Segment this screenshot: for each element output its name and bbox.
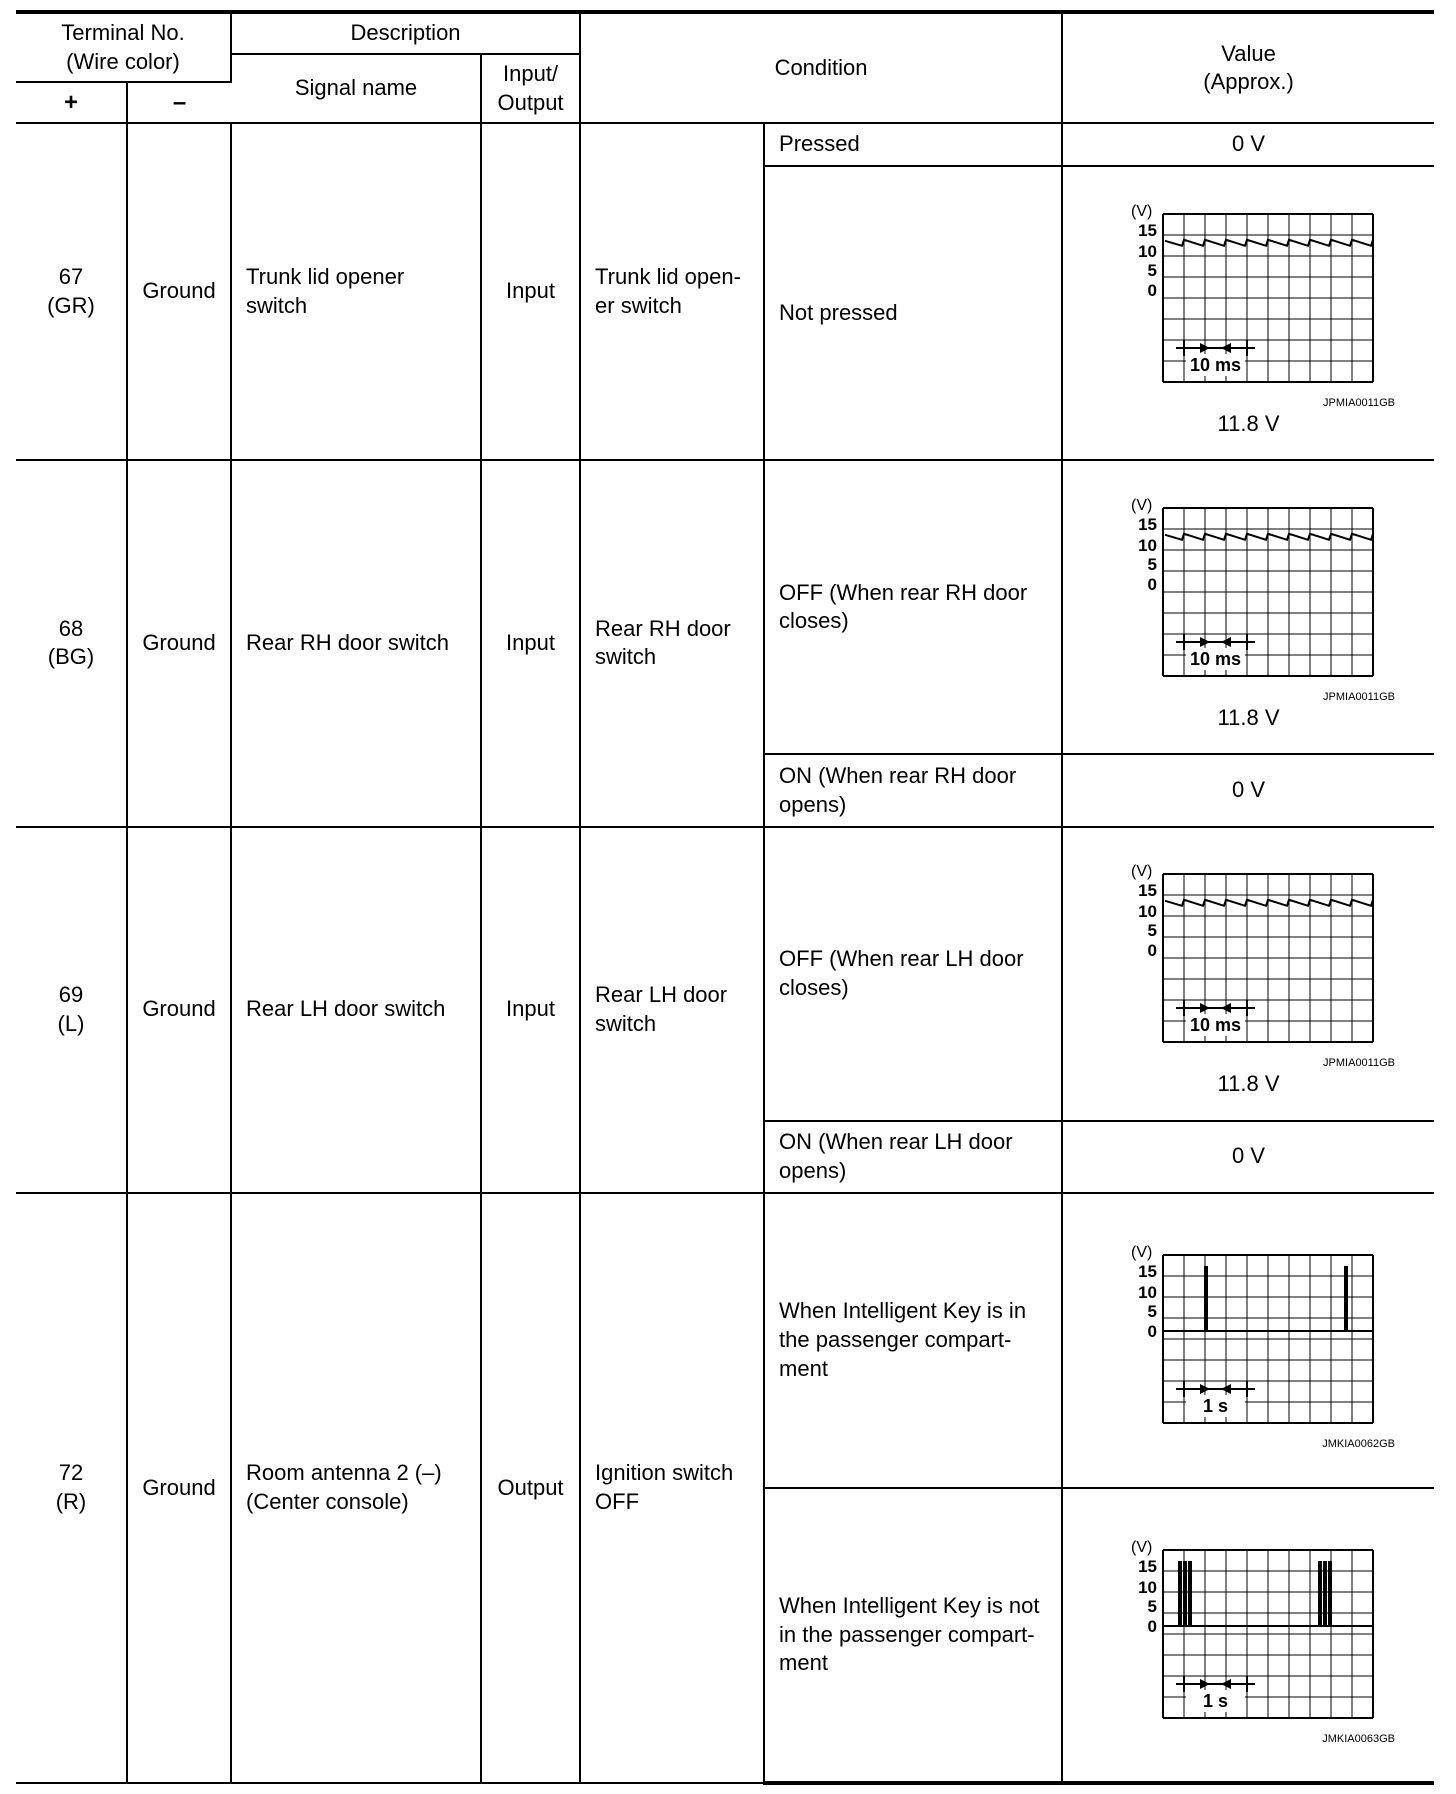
state-label-line: closes) — [779, 608, 849, 634]
state-value: 0 V — [1062, 1121, 1434, 1193]
figure-code: JPMIA0011GB — [1322, 397, 1395, 409]
signal-trace — [1165, 900, 1373, 906]
y-tick-label: 15 — [1137, 881, 1157, 901]
condition-line: er switch — [595, 292, 682, 318]
state-label-line: closes) — [779, 974, 849, 1000]
minus-terminal: Ground — [127, 460, 231, 826]
header-signal-name: Signal name — [231, 54, 481, 123]
table-row — [16, 460, 1434, 754]
terminal-number: 72 — [58, 1460, 84, 1486]
state-value: 0 V — [1062, 123, 1434, 166]
waveform-figure — [1069, 482, 1428, 704]
condition-line: Ignition switch — [595, 1460, 734, 1486]
figure-code: JPMIA0011GB — [1322, 1057, 1395, 1070]
time-scale-label: 1 s — [1202, 1690, 1228, 1711]
state-label — [764, 827, 1062, 1121]
unit-label: (V) — [1130, 497, 1152, 515]
figure-code: JMKIA0062GB — [1321, 1438, 1395, 1451]
state-value: 11.8 V — [1217, 1071, 1280, 1097]
y-tick-label: 0 — [1147, 1616, 1157, 1636]
y-tick-label: 0 — [1147, 941, 1157, 961]
header-plus: + — [16, 82, 127, 123]
table-row — [16, 1193, 1434, 1488]
state-label — [764, 1121, 1062, 1193]
wire-color: (BG) — [47, 644, 95, 670]
terminal-number: 69 — [58, 982, 84, 1007]
state-value: 11.8 V — [1217, 411, 1280, 436]
header-value-label: Value — [1221, 40, 1276, 66]
y-tick-label: 15 — [1137, 221, 1157, 240]
signal-name — [231, 1193, 481, 1783]
terminal-number: 68 — [58, 615, 84, 641]
terminal-cell — [16, 460, 127, 826]
state-value-cell — [1062, 827, 1434, 1121]
state-label: Not pressed — [764, 166, 1062, 460]
condition — [580, 827, 764, 1193]
state-label-line: ment — [779, 1355, 828, 1381]
signal-line: Room antenna 2 (–) — [246, 1460, 442, 1486]
state-label-line: opens) — [779, 791, 847, 817]
state-label-line: in the passenger compart- — [779, 1621, 1035, 1647]
state-value: 11.8 V — [1217, 705, 1280, 731]
header-wire-color: (Wire color) — [66, 48, 180, 74]
input-output: Input — [481, 460, 580, 826]
waveform-figure — [1069, 1524, 1428, 1746]
y-tick-label: 10 — [1137, 1283, 1157, 1303]
y-tick-label: 0 — [1147, 1322, 1157, 1342]
state-label-line: the passenger compart- — [779, 1326, 1012, 1352]
input-output: Output — [481, 1193, 580, 1783]
y-tick-label: 15 — [1137, 515, 1157, 535]
terminal-cell — [16, 827, 127, 1193]
state-label-line: When Intelligent Key is not — [779, 1593, 1040, 1618]
figure-code: JPMIA0011GB — [1322, 691, 1395, 704]
signal-line: switch — [246, 292, 308, 318]
signal-name — [231, 123, 481, 460]
header-io-line1: Input/ — [503, 61, 559, 87]
condition — [580, 460, 764, 826]
y-tick-label: 5 — [1147, 1302, 1157, 1322]
y-tick-label: 15 — [1137, 1556, 1157, 1576]
y-tick-label: 5 — [1147, 921, 1157, 941]
header-input-output — [481, 54, 580, 123]
wire-color: (GR) — [47, 292, 95, 318]
time-scale-label: 1 s — [1202, 1396, 1228, 1417]
state-label: Pressed — [764, 123, 1062, 166]
y-tick-label: 0 — [1147, 575, 1157, 595]
state-value: 0 V — [1062, 754, 1434, 826]
condition-line: Rear RH door — [595, 615, 731, 641]
unit-label: (V) — [1130, 1538, 1152, 1556]
waveform-figure — [1069, 188, 1428, 410]
y-tick-label: 5 — [1147, 261, 1157, 280]
state-label — [764, 754, 1062, 826]
table-row — [16, 827, 1434, 1121]
header-condition: Condition — [580, 12, 1062, 123]
signal-line: (Center console) — [246, 1488, 409, 1514]
condition-line: OFF — [595, 1488, 640, 1514]
state-label-line: When Intelligent Key is in — [779, 1298, 1027, 1324]
time-scale-label: 10 ms — [1189, 1015, 1241, 1036]
header-terminal-no: Terminal No. — [61, 19, 185, 45]
signal-trace — [1165, 534, 1373, 540]
minus-terminal: Ground — [127, 827, 231, 1193]
state-value-cell — [1062, 166, 1434, 460]
table-row — [16, 123, 1434, 166]
y-tick-label: 15 — [1137, 1262, 1157, 1282]
state-label — [764, 1193, 1062, 1488]
state-label — [764, 460, 1062, 754]
waveform-graph — [1099, 848, 1399, 1070]
terminal-cell — [16, 123, 127, 460]
state-label-line: opens) — [779, 1157, 847, 1183]
state-label-line: ON (When rear LH door — [779, 1129, 1013, 1155]
condition-line: switch — [595, 1010, 657, 1036]
state-value-cell — [1062, 1488, 1434, 1783]
minus-terminal: Ground — [127, 1193, 231, 1783]
figure-code: JMKIA0063GB — [1321, 1732, 1395, 1745]
header-io-line2: Output — [497, 89, 564, 115]
header-terminal — [16, 12, 231, 82]
unit-label: (V) — [1130, 1244, 1152, 1262]
header-minus: – — [127, 82, 231, 123]
wire-color: (L) — [57, 1010, 85, 1036]
unit-label: (V) — [1130, 203, 1152, 220]
y-tick-label: 10 — [1137, 242, 1157, 261]
minus-terminal: Ground — [127, 123, 231, 460]
waveform-graph — [1099, 482, 1399, 704]
y-tick-label: 10 — [1137, 536, 1157, 556]
y-tick-label: 10 — [1137, 1577, 1157, 1597]
input-output: Input — [481, 123, 580, 460]
condition-line: switch — [595, 644, 657, 670]
time-scale-label: 10 ms — [1189, 649, 1241, 670]
header-value-approx: (Approx.) — [1203, 69, 1294, 95]
time-scale-label: 10 ms — [1189, 355, 1241, 375]
y-tick-label: 10 — [1137, 902, 1157, 922]
header-description: Description — [231, 12, 580, 54]
waveform-graph — [1099, 1229, 1399, 1451]
signal-trace — [1165, 240, 1373, 246]
header-value — [1062, 12, 1434, 123]
state-label-line: OFF (When rear RH door — [779, 579, 1028, 605]
state-value-cell — [1062, 460, 1434, 754]
signal-line: Rear RH door switch — [246, 630, 449, 656]
input-output: Input — [481, 827, 580, 1193]
signal-line: Trunk lid opener — [246, 264, 405, 290]
signal-name — [231, 827, 481, 1193]
waveform-graph — [1099, 188, 1399, 410]
state-label-line: ment — [779, 1650, 828, 1676]
state-label-line: OFF (When rear LH door — [779, 945, 1024, 971]
waveform-figure — [1069, 1229, 1428, 1451]
y-tick-label: 0 — [1147, 281, 1157, 300]
condition-line: Trunk lid open- — [595, 264, 741, 290]
condition-line: Rear LH door — [595, 982, 728, 1007]
y-tick-label: 5 — [1147, 555, 1157, 575]
condition — [580, 1193, 764, 1783]
terminal-spec-table — [16, 10, 1434, 1785]
condition — [580, 123, 764, 460]
state-label-line: ON (When rear RH door — [779, 762, 1017, 788]
wire-color: (R) — [55, 1488, 87, 1514]
state-label — [764, 1488, 1062, 1783]
terminal-cell — [16, 1193, 127, 1783]
terminal-number: 67 — [58, 264, 84, 290]
waveform-figure — [1069, 848, 1428, 1070]
state-value-cell — [1062, 1193, 1434, 1488]
waveform-graph — [1099, 1524, 1399, 1746]
signal-line: Rear LH door switch — [246, 996, 446, 1022]
unit-label: (V) — [1130, 863, 1152, 881]
y-tick-label: 5 — [1147, 1596, 1157, 1616]
signal-name — [231, 460, 481, 826]
